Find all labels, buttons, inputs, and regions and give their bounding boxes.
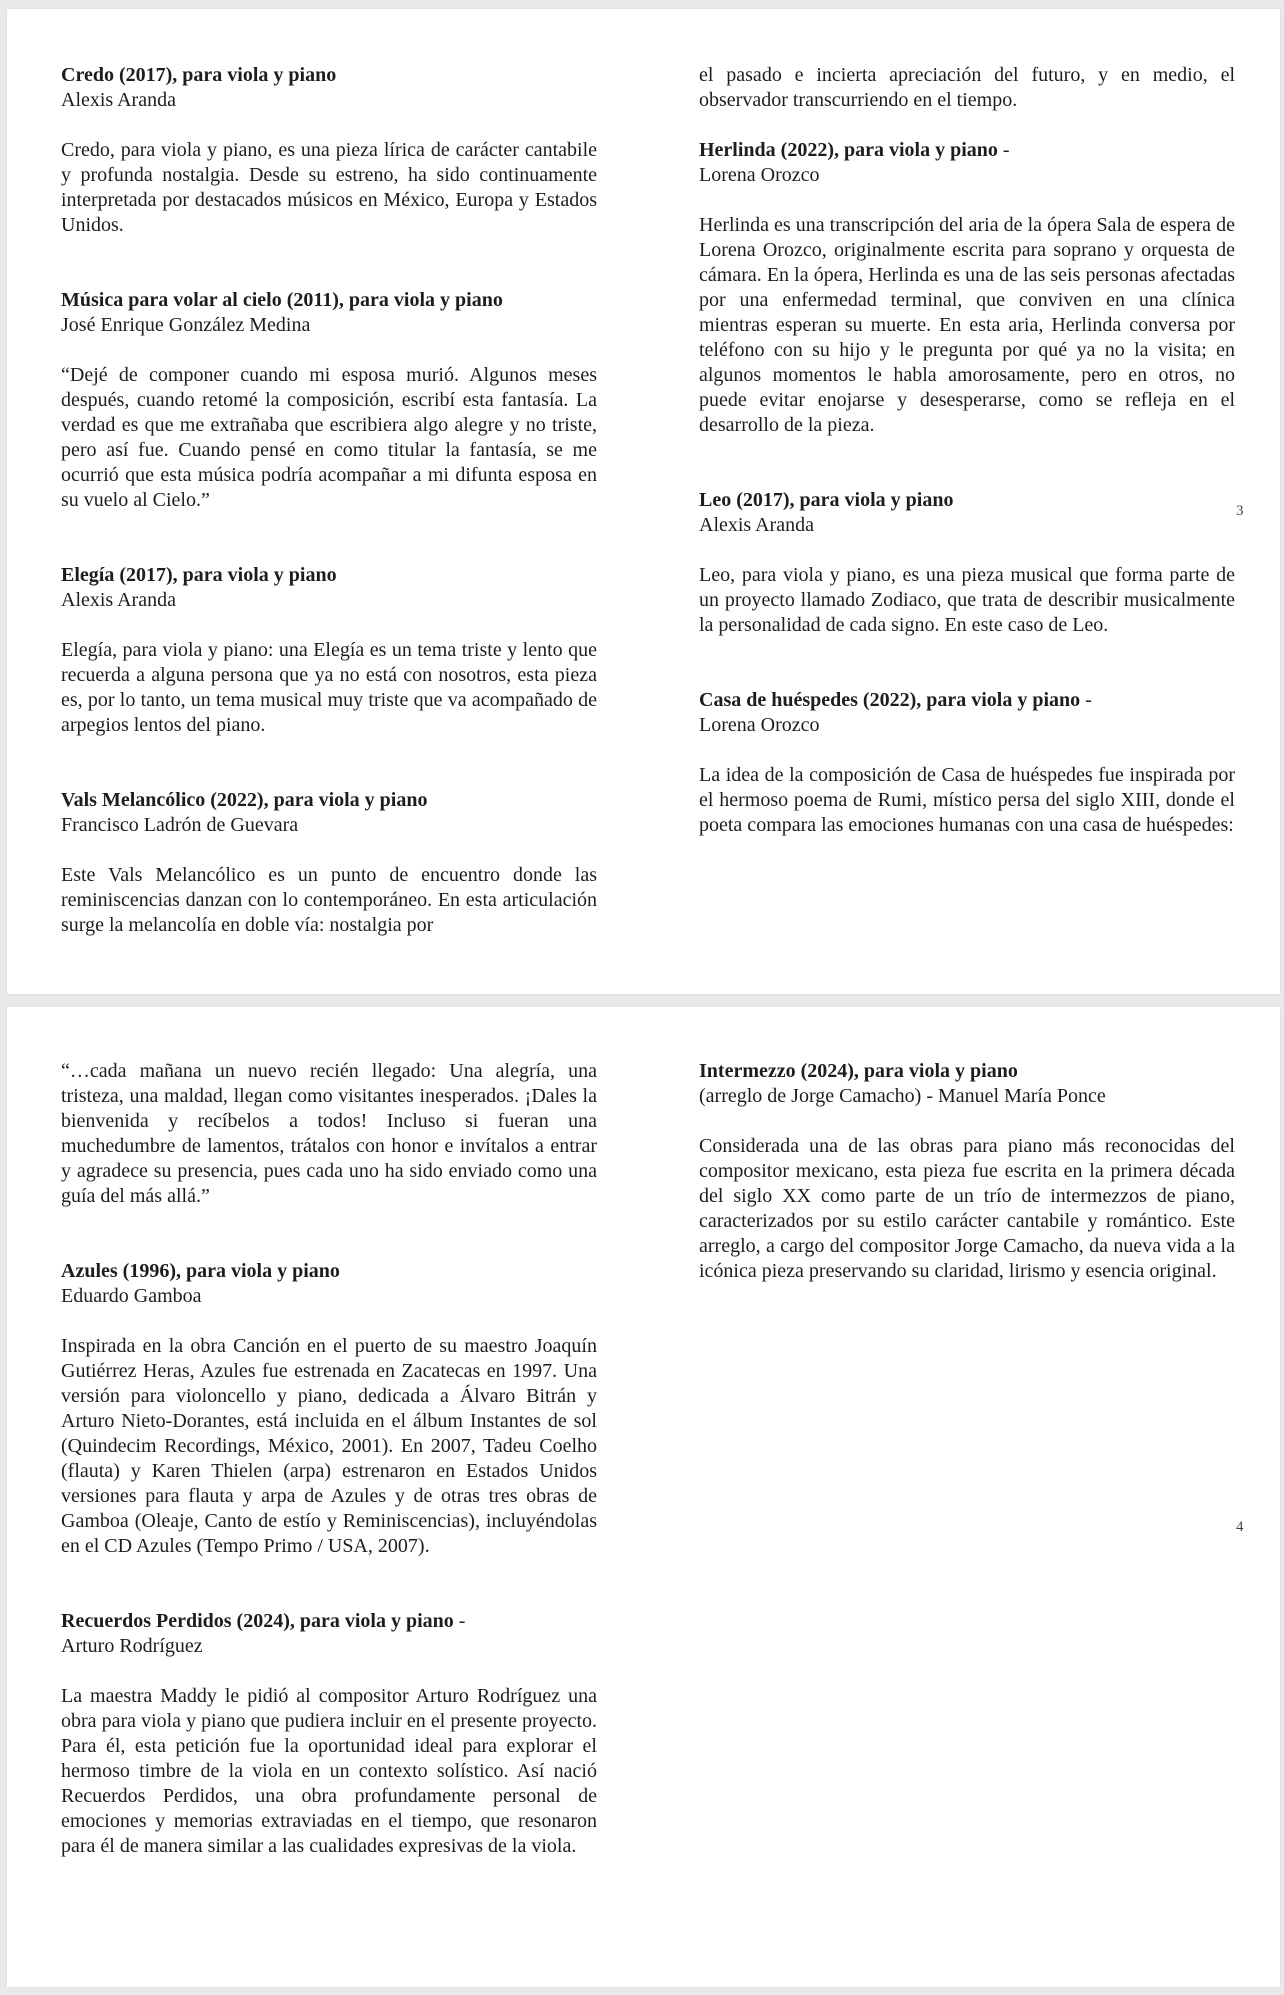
entry-title: Música para volar al cielo (2011), para viola y piano xyxy=(61,289,503,311)
entry-title-dash: - xyxy=(997,139,1010,161)
entry-description: Leo, para viola y piano, es una pieza musical que forma parte de un proyecto llamado Zodiaco, que trata de describir musicalmente la personalidad de cada signo. En este caso de Leo. xyxy=(699,564,1235,636)
entry-author: José Enrique González Medina xyxy=(61,314,311,336)
entry-author: Lorena Orozco xyxy=(699,714,820,736)
entry-title: Intermezzo (2024), para viola y piano xyxy=(699,1060,1018,1082)
program-page-4 xyxy=(7,1007,1280,1987)
entry-title: Vals Melancólico (2022), para viola y piano xyxy=(61,789,428,811)
entry-title: Credo (2017), para viola y piano xyxy=(61,64,337,86)
entry-description: Elegía, para viola y piano: una Elegía es un tema triste y lento que recuerda a alguna persona que ya no está con nosotros, esta pieza es, por lo tanto, un tema musical muy triste que va acompañado de arpegios lentos del piano. xyxy=(61,639,597,736)
entry-author: Lorena Orozco xyxy=(699,164,820,186)
entry-description: La maestra Maddy le pidió al compositor Arturo Rodríguez una obra para viola y piano que pudiera incluir en el presente proyecto. Para él, esta petición fue la oportunidad ideal para explorar el hermoso timbre de la viola en un contexto solístico. Así nació Recuerdos Perdidos, una obra profundamente personal de emociones y memorias extraviadas en el tiempo, que resonaron para él de manera similar a las cualidades expresivas de la viola. xyxy=(61,1685,597,1857)
entry-title xyxy=(699,138,1235,163)
entry-title-text: Herlinda (2022), para viola y piano xyxy=(699,139,998,161)
program-entry-elegia xyxy=(61,563,597,738)
entry-title: Azules (1996), para viola y piano xyxy=(61,1260,340,1282)
entry-author: Eduardo Gamboa xyxy=(61,1285,202,1307)
entry-description: Este Vals Melancólico es un punto de encuentro donde las reminiscencias danzan con lo contemporáneo. En esta articulación surge la melancolía en doble vía: nostalgia por xyxy=(61,864,597,936)
entry-title-text: Casa de huéspedes (2022), para viola y piano xyxy=(699,689,1081,711)
entry-description: Considerada una de las obras para piano más reconocidas del compositor mexicano, esta pieza fue escrita en la primera década del siglo XX como parte de un trío de intermezzos de piano, caracterizados por su estilo carácter cantabile y romántico. Este arreglo, a cargo del compositor Jorge Camacho, da nueva vida a la icónica pieza preservando su claridad, lirismo y esencia original. xyxy=(699,1135,1235,1282)
page-number: 4 xyxy=(1236,1519,1244,1535)
entry-description: La idea de la composición de Casa de huéspedes fue inspirada por el hermoso poema de Rumi, místico persa del siglo XIII, donde el poeta compara las emociones humanas con una casa de huéspedes: xyxy=(699,764,1235,836)
entry-title-dash: - xyxy=(453,1610,466,1632)
program-entry-casa-de-huespedes xyxy=(699,688,1235,838)
entry-author: Francisco Ladrón de Guevara xyxy=(61,814,299,836)
program-entry-vals-melancolico xyxy=(61,788,597,938)
program-entry-musica-para-volar xyxy=(61,288,597,513)
entry-description: Inspirada en la obra Canción en el puerto de su maestro Joaquín Gutiérrez Heras, Azules fue estrenada en Zacatecas en 1997. Una versión para violoncello y piano, dedicada a Álvaro Bitrán y Arturo Nieto-Dorantes, está incluida en el álbum Instantes de sol (Quindecim Recordings, México, 2001). En 2007, Tadeu Coelho (flauta) y Karen Thielen (arpa) estrenaron en Estados Unidos versiones para flauta y arpa de Azules y de otras tres obras de Gamboa (Oleaje, Canto de estío y Reminiscencias), incluyéndolas en el CD Azules (Tempo Primo / USA, 2007). xyxy=(61,1335,597,1557)
program-entry-recuerdos-perdidos xyxy=(61,1609,597,1859)
entry-author: Alexis Aranda xyxy=(61,89,176,111)
entry-title xyxy=(699,688,1235,713)
program-entry-herlinda xyxy=(699,138,1235,438)
program-entry-intermezzo xyxy=(699,1059,1235,1284)
left-column xyxy=(61,63,597,938)
program-entry-credo xyxy=(61,63,597,238)
entry-title: Elegía (2017), para viola y piano xyxy=(61,564,337,586)
entry-author: (arreglo de Jorge Camacho) - Manuel María Ponce xyxy=(699,1085,1106,1107)
entry-author: Alexis Aranda xyxy=(699,514,814,536)
left-column xyxy=(61,1059,597,1859)
entry-title-dash: - xyxy=(1080,689,1092,711)
entry-title: Leo (2017), para viola y piano xyxy=(699,489,954,511)
entry-description: Credo, para viola y piano, es una pieza lírica de carácter cantabile y profunda nostalgia. Desde su estreno, ha sido continuamente interpretada por destacados músicos en México, Europa y Estados Unidos. xyxy=(61,139,597,236)
entry-title xyxy=(61,1609,597,1634)
poem-quote: “…cada mañana un nuevo recién llegado: Una alegría, una tristeza, una maldad, llegan como visitantes inesperados. ¡Dales la bienvenida y recíbelos a todos! Incluso si fueran una muchedumbre de lamentos, trátalos con honor e invítalos a entrar y agradece su presencia, pues cada uno ha sido enviado como una guía del más allá.” xyxy=(61,1060,597,1207)
entry-title-text: Recuerdos Perdidos (2024), para viola y piano xyxy=(61,1610,454,1632)
program-page-3 xyxy=(7,9,1280,994)
entry-author: Arturo Rodríguez xyxy=(61,1635,203,1657)
right-column xyxy=(699,63,1235,838)
page-number: 3 xyxy=(1236,503,1244,519)
entry-description: “Dejé de componer cuando mi esposa murió. Algunos meses después, cuando retomé la composición, escribí esta fantasía. La verdad es que me extrañaba que escribiera algo alegre y no triste, pero así fue. Cuando pensé en como titular la fantasía, se me ocurrió que esta música podría acompañar a mi difunta esposa en su vuelo al Cielo.” xyxy=(61,364,597,511)
program-entry-azules xyxy=(61,1259,597,1559)
continued-text: el pasado e incierta apreciación del futuro, y en medio, el observador transcurriendo en el tiempo. xyxy=(699,64,1235,111)
right-column xyxy=(699,1059,1235,1284)
entry-author: Alexis Aranda xyxy=(61,589,176,611)
program-entry-leo xyxy=(699,488,1235,638)
entry-description: Herlinda es una transcripción del aria de la ópera Sala de espera de Lorena Orozco, originalmente escrita para soprano y orquesta de cámara. En la ópera, Herlinda es una de las seis personas afectadas por una enfermedad terminal, que conviven en una clínica mientras esperan su muerte. En esta aria, Herlinda conversa por teléfono con su hijo y le pregunta por qué ya no la visita; en algunos momentos le habla amorosamente, pero en otros, no puede evitar enojarse y desesperarse, como se refleja en el desarrollo de la pieza. xyxy=(699,214,1235,436)
